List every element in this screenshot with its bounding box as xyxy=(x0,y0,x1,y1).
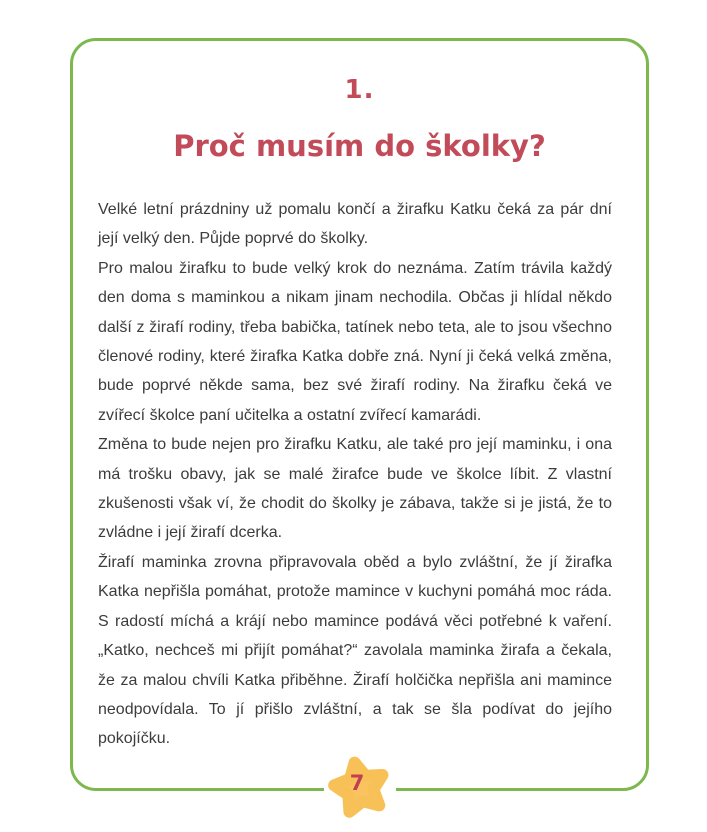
story-text xyxy=(73,195,646,754)
story-paragraph: Pro malou žirafku to bude velký krok do neznáma. Zatím trávila každý den doma s maminkou a nikam jinam nechodila. Občas ji hlídal někdo další z žirafí rodiny, třeba babička, tatínek nebo teta, ale to jsou všechno členové rodiny, které žirafka Katka dobře zná. Nyní ji čeká velká změna, bude poprvé někde sama, bez své žirafí rodiny. Na žirafku čeká ve zvířecí školce paní učitelka a ostatní zvířecí kamarádi. xyxy=(98,259,612,424)
chapter-number: 1. xyxy=(344,75,375,105)
page-number: 7 xyxy=(349,771,364,795)
story-paragraph: Změna to bude nejen pro žirafku Katku, ale také pro její maminku, i ona má trošku obavy, jak se malé žirafce bude ve školce líbit. Z vlastní zkušenosti však ví, že chodit do školky je zábava, takže si je jistá, že to zvládne i její žirafí dcerka. xyxy=(98,436,612,542)
page-number-star xyxy=(322,750,398,826)
page-frame xyxy=(70,38,649,795)
star-icon xyxy=(322,750,398,826)
story-paragraph: Žirafí maminka zrovna připravovala oběd a bylo zvláštní, že jí žirafka Katka nepřišla pomáhat, protože mamince v kuchyni pomáhá moc ráda. S radostí míchá a krájí nebo mamince podává věci potřebné k vaření. „Katko, nechceš mi přijít pomáhat?“ zavolala maminka žirafa a čekala, že za malou chvíli Katka přiběhne. Žirafí holčička nepřišla ani mamince neodpovídala. To jí přišlo zvláštní, a tak se šla podívat do jejího pokojíčku. xyxy=(98,553,612,748)
story-paragraph: Velké letní prázdniny už pomalu končí a žirafku Katku čeká za pár dní její velký den. Půjde poprvé do školky. xyxy=(98,201,612,248)
page-title: Proč musím do školky? xyxy=(173,129,546,163)
